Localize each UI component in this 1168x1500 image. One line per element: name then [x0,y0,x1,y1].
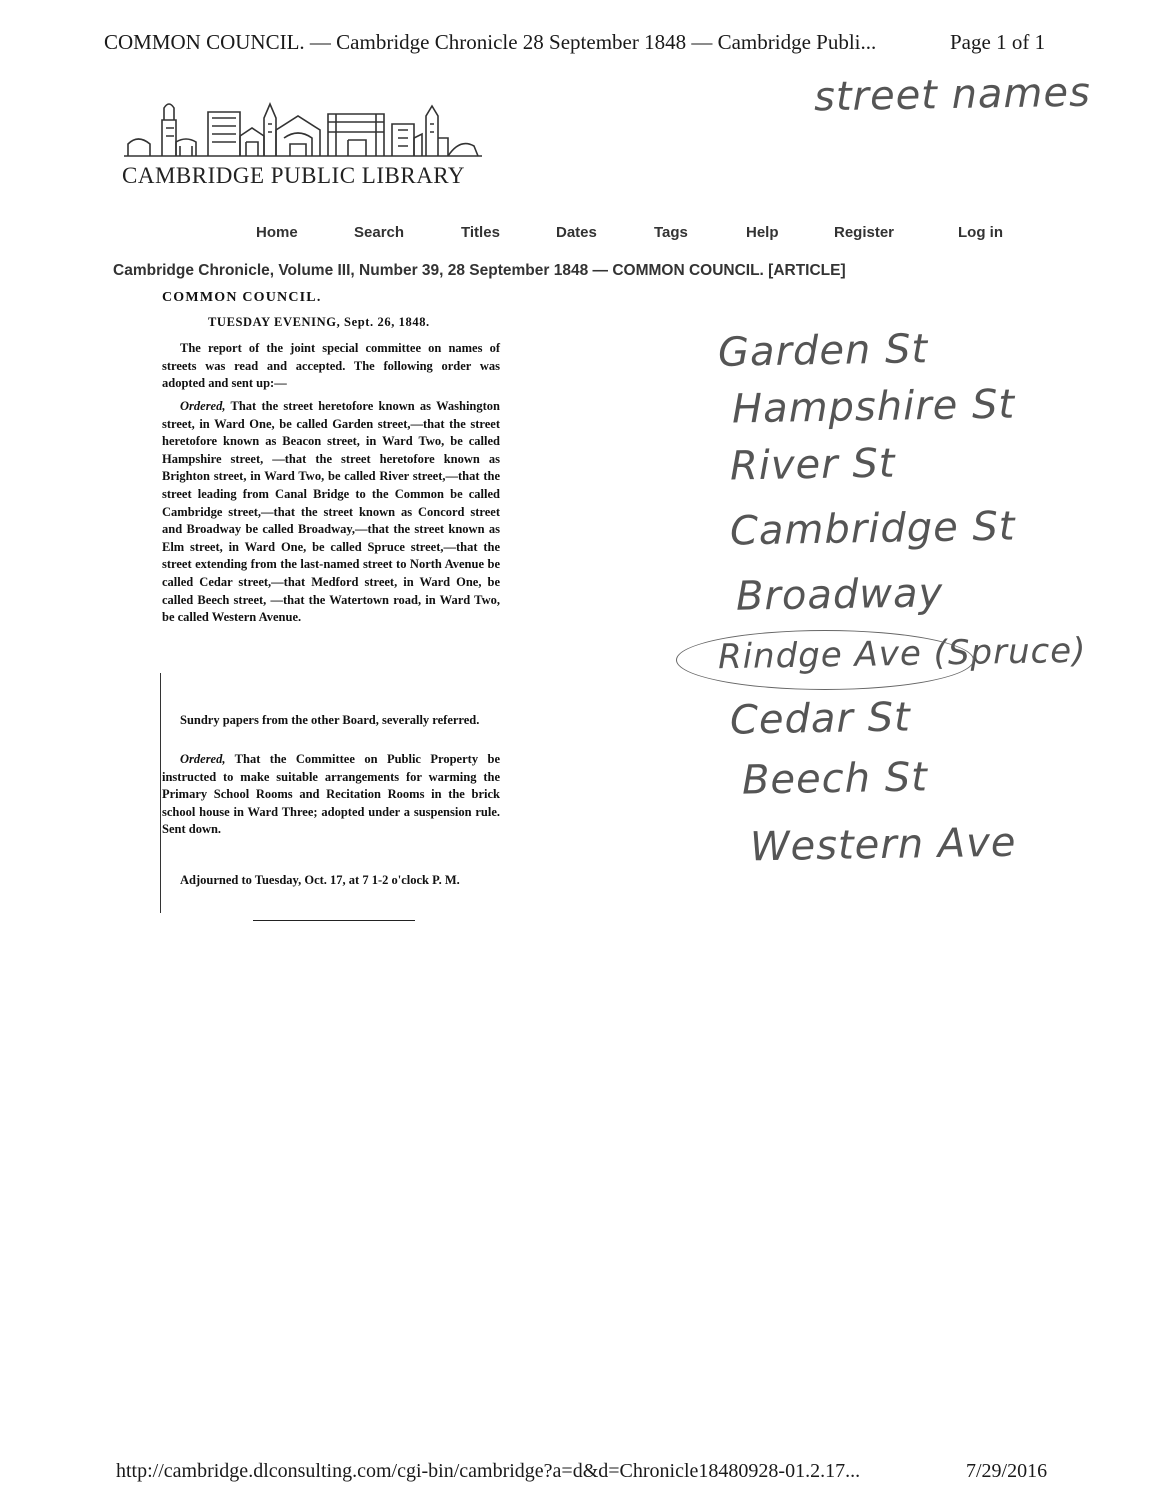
article-paragraph [162,340,500,393]
print-header-title: COMMON COUNCIL. — Cambridge Chronicle 28 September 1848 — Cambridge Publi... [104,30,877,54]
article-end-rule [253,920,415,921]
paragraph-text: Sundry papers from the other Board, severally referred. [180,713,480,727]
paragraph-text: That the Committee on Public Property be instructed to make suitable arrangements for warming the Primary School Rooms and Recitation Rooms in the brick school house in Ward Three; adopted under a suspension rule. Sent down. [162,752,500,837]
print-header [104,30,1064,55]
paragraph-text: The report of the joint special committee on names of streets was read and accepted. The following order was adopted and sent up:— [162,341,500,391]
paragraph-lead: Ordered, [180,752,226,766]
nav-home-link[interactable]: Home [256,224,298,241]
library-logo-text: CAMBRIDGE PUBLIC LIBRARY [122,163,465,188]
handwritten-item: Western Ave [749,819,1017,871]
article-paragraph [162,398,500,627]
handwritten-item: Cedar St [729,694,912,744]
article-dateline: TUESDAY EVENING, Sept. 26, 1848. [208,315,430,329]
article-paragraph [162,751,500,839]
nav-register-link[interactable]: Register [834,224,895,241]
nav-search-link[interactable]: Search [354,224,405,241]
main-nav [0,224,1168,246]
handwritten-item: Beech St [741,754,929,804]
clipping-column-rule [160,673,161,913]
nav-titles-link[interactable]: Titles [461,224,500,241]
handwritten-item: Cambridge St [729,503,1016,555]
print-page-number: Page 1 of 1 [950,30,1046,54]
paragraph-lead: Ordered, [180,399,226,413]
paragraph-text: That the street heretofore known as Washington street, in Ward One, be called Garden street,—that the street heretofore known as Beacon street, in Ward Two, be called Hampshire street, —that the street heretofore known as Brighton street, in Ward Two, be called River street,—that the street leading from Canal Bridge to the Common be called Cambridge street,—that the street known as Concord street and Broadway be called Broadway,—that the street known as Elm street, in Ward One, be called Spruce street,—that the street extending from the last-named street to North Avenue be called Cedar street,—that Medford street, in Ward One, be called Beech street, —that the Watertown road, in Ward Two, be called Western Avenue. [162,399,500,625]
article-title: COMMON COUNCIL. [162,290,322,305]
handwritten-item: River St [729,440,896,490]
print-footer [116,1460,1076,1483]
handwritten-item: Broadway [735,570,944,620]
article-clipping [158,288,506,928]
article-paragraph [162,712,500,730]
print-footer-date: 7/29/2016 [966,1460,1048,1482]
handwritten-title: street names [813,69,1092,121]
handwritten-circle-mark [676,630,974,690]
article-breadcrumb: Cambridge Chronicle, Volume III, Number 39, 28 September 1848 — COMMON COUNCIL. [ARTICLE] [113,262,846,279]
skyline-icon [122,98,484,160]
paragraph-text: Adjourned to Tuesday, Oct. 17, at 7 1-2 o'clock P. M. [180,873,460,887]
handwritten-item: Garden St [717,326,929,376]
handwritten-item: Rindge Ave (Spruce) [717,630,1087,678]
nav-tags-link[interactable]: Tags [654,224,688,241]
nav-login-link[interactable]: Log in [958,224,1003,241]
print-footer-url: http://cambridge.dlconsulting.com/cgi-bin/cambridge?a=d&d=Chronicle18480928-01.2.17... [116,1460,861,1482]
article-paragraph [162,872,500,890]
nav-help-link[interactable]: Help [746,224,779,241]
handwritten-item: Hampshire St [731,381,1016,433]
nav-dates-link[interactable]: Dates [556,224,597,241]
